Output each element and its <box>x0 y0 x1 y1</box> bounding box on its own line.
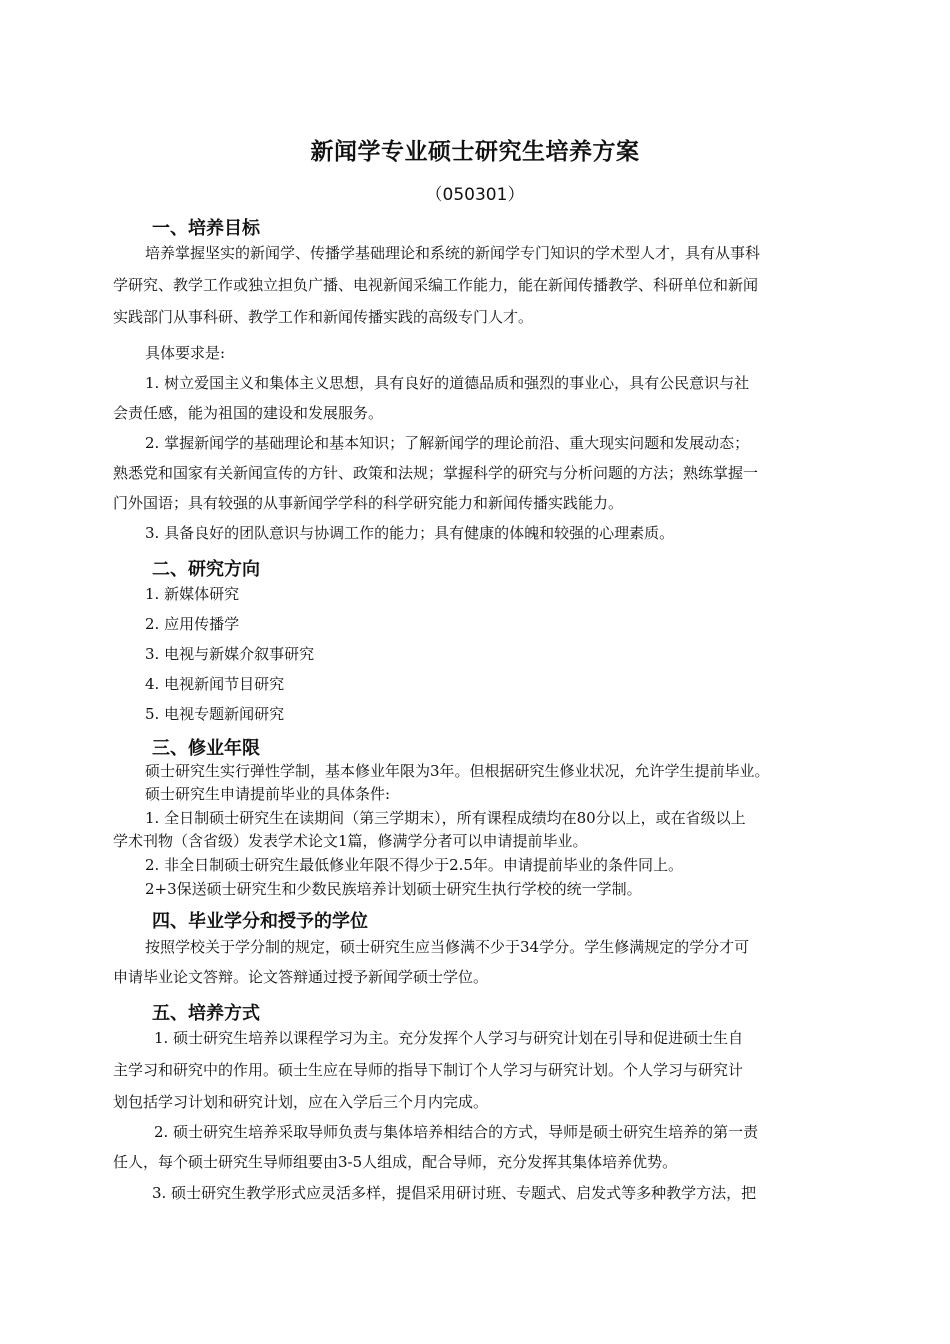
paragraph-line: 硕士研究生申请提前毕业的具体条件: <box>145 785 391 803</box>
paragraph-line: 2+3保送硕士研究生和少数民族培养计划硕士研究生执行学校的统一学制。 <box>145 880 642 898</box>
paragraph-line: 3. 硕士研究生教学形式应灵活多样，提倡采用研讨班、专题式、启发式等多种教学方法，把 <box>152 1184 757 1202</box>
requirements-label: 具体要求是: <box>145 344 226 362</box>
paragraph-line: 学术刊物（含省级）发表学术论文1篇，修满学分者可以申请提前毕业。 <box>113 832 588 850</box>
section-heading-training: 五、培养方式 <box>152 1003 260 1024</box>
paragraph-line: 3. 具备良好的团队意识与协调工作的能力；具有健康的体魄和较强的心理素质。 <box>145 524 675 542</box>
paragraph-line: 会责任感，能为祖国的建设和发展服务。 <box>113 404 384 422</box>
document-title: 新闻学专业硕士研究生培养方案 <box>310 139 640 165</box>
list-item: 2. 应用传播学 <box>145 615 240 633</box>
paragraph-line: 2. 硕士研究生培养采取导师负责与集体培养相结合的方式，导师是硕士研究生培养的第一责 <box>154 1123 759 1141</box>
paragraph-line: 2. 非全日制硕士研究生最低修业年限不得少于2.5年。申请提前毕业的条件同上。 <box>145 856 683 874</box>
paragraph-line: 按照学校关于学分制的规定，硕士研究生应当修满不少于34学分。学生修满规定的学分才可 <box>145 938 750 956</box>
section-heading-credits: 四、毕业学分和授予的学位 <box>152 911 368 932</box>
paragraph-line: 1. 硕士研究生培养以课程学习为主。充分发挥个人学习与研究计划在引导和促进硕士生自 <box>154 1029 744 1047</box>
paragraph-line: 2. 掌握新闻学的基础理论和基本知识；了解新闻学的理论前沿、重大现实问题和发展动态； <box>145 434 750 452</box>
paragraph-line: 门外国语；具有较强的从事新闻学学科的科学研究能力和新闻传播实践能力。 <box>113 494 624 512</box>
paragraph-line: 主学习和研究中的作用。硕士生应在导师的指导下制订个人学习与研究计划。个人学习与研究计 <box>113 1061 744 1079</box>
paragraph-line: 实践部门从事科研、教学工作和新闻传播实践的高级专门人才。 <box>113 308 534 326</box>
list-item: 5. 电视专题新闻研究 <box>145 705 285 723</box>
paragraph-line: 申请毕业论文答辩。论文答辩通过授予新闻学硕士学位。 <box>113 968 489 986</box>
section-heading-directions: 二、研究方向 <box>152 559 260 580</box>
list-item: 3. 电视与新媒介叙事研究 <box>145 645 315 663</box>
program-code: （050301） <box>425 185 525 205</box>
paragraph-line: 学研究、教学工作或独立担负广播、电视新闻采编工作能力，能在新闻传播教学、科研单位和新闻 <box>113 276 759 294</box>
paragraph-line: 划包括学习计划和研究计划，应在入学后三个月内完成。 <box>113 1093 489 1111</box>
paragraph-line: 硕士研究生实行弹性学制，基本修业年限为3年。但根据研究生修业状况，允许学生提前毕业。 <box>145 762 770 780</box>
paragraph-line: 1. 全日制硕士研究生在读期间（第三学期末），所有课程成绩均在80分以上，或在省级以上 <box>145 809 746 827</box>
section-heading-goals: 一、培养目标 <box>152 218 260 239</box>
paragraph-line: 任人，每个硕士研究生导师组要由3-5人组成，配合导师，充分发挥其集体培养优势。 <box>113 1153 678 1171</box>
section-heading-duration: 三、修业年限 <box>152 738 260 759</box>
list-item: 1. 新媒体研究 <box>145 585 240 603</box>
paragraph-line: 培养掌握坚实的新闻学、传播学基础理论和系统的新闻学专门知识的学术型人才，具有从事科 <box>145 244 761 262</box>
paragraph-line: 熟悉党和国家有关新闻宣传的方针、政策和法规；掌握科学的研究与分析问题的方法；熟练掌握一 <box>113 464 759 482</box>
paragraph-line: 1. 树立爱国主义和集体主义思想，具有良好的道德品质和强烈的事业心，具有公民意识与社 <box>145 374 750 392</box>
list-item: 4. 电视新闻节目研究 <box>145 675 285 693</box>
